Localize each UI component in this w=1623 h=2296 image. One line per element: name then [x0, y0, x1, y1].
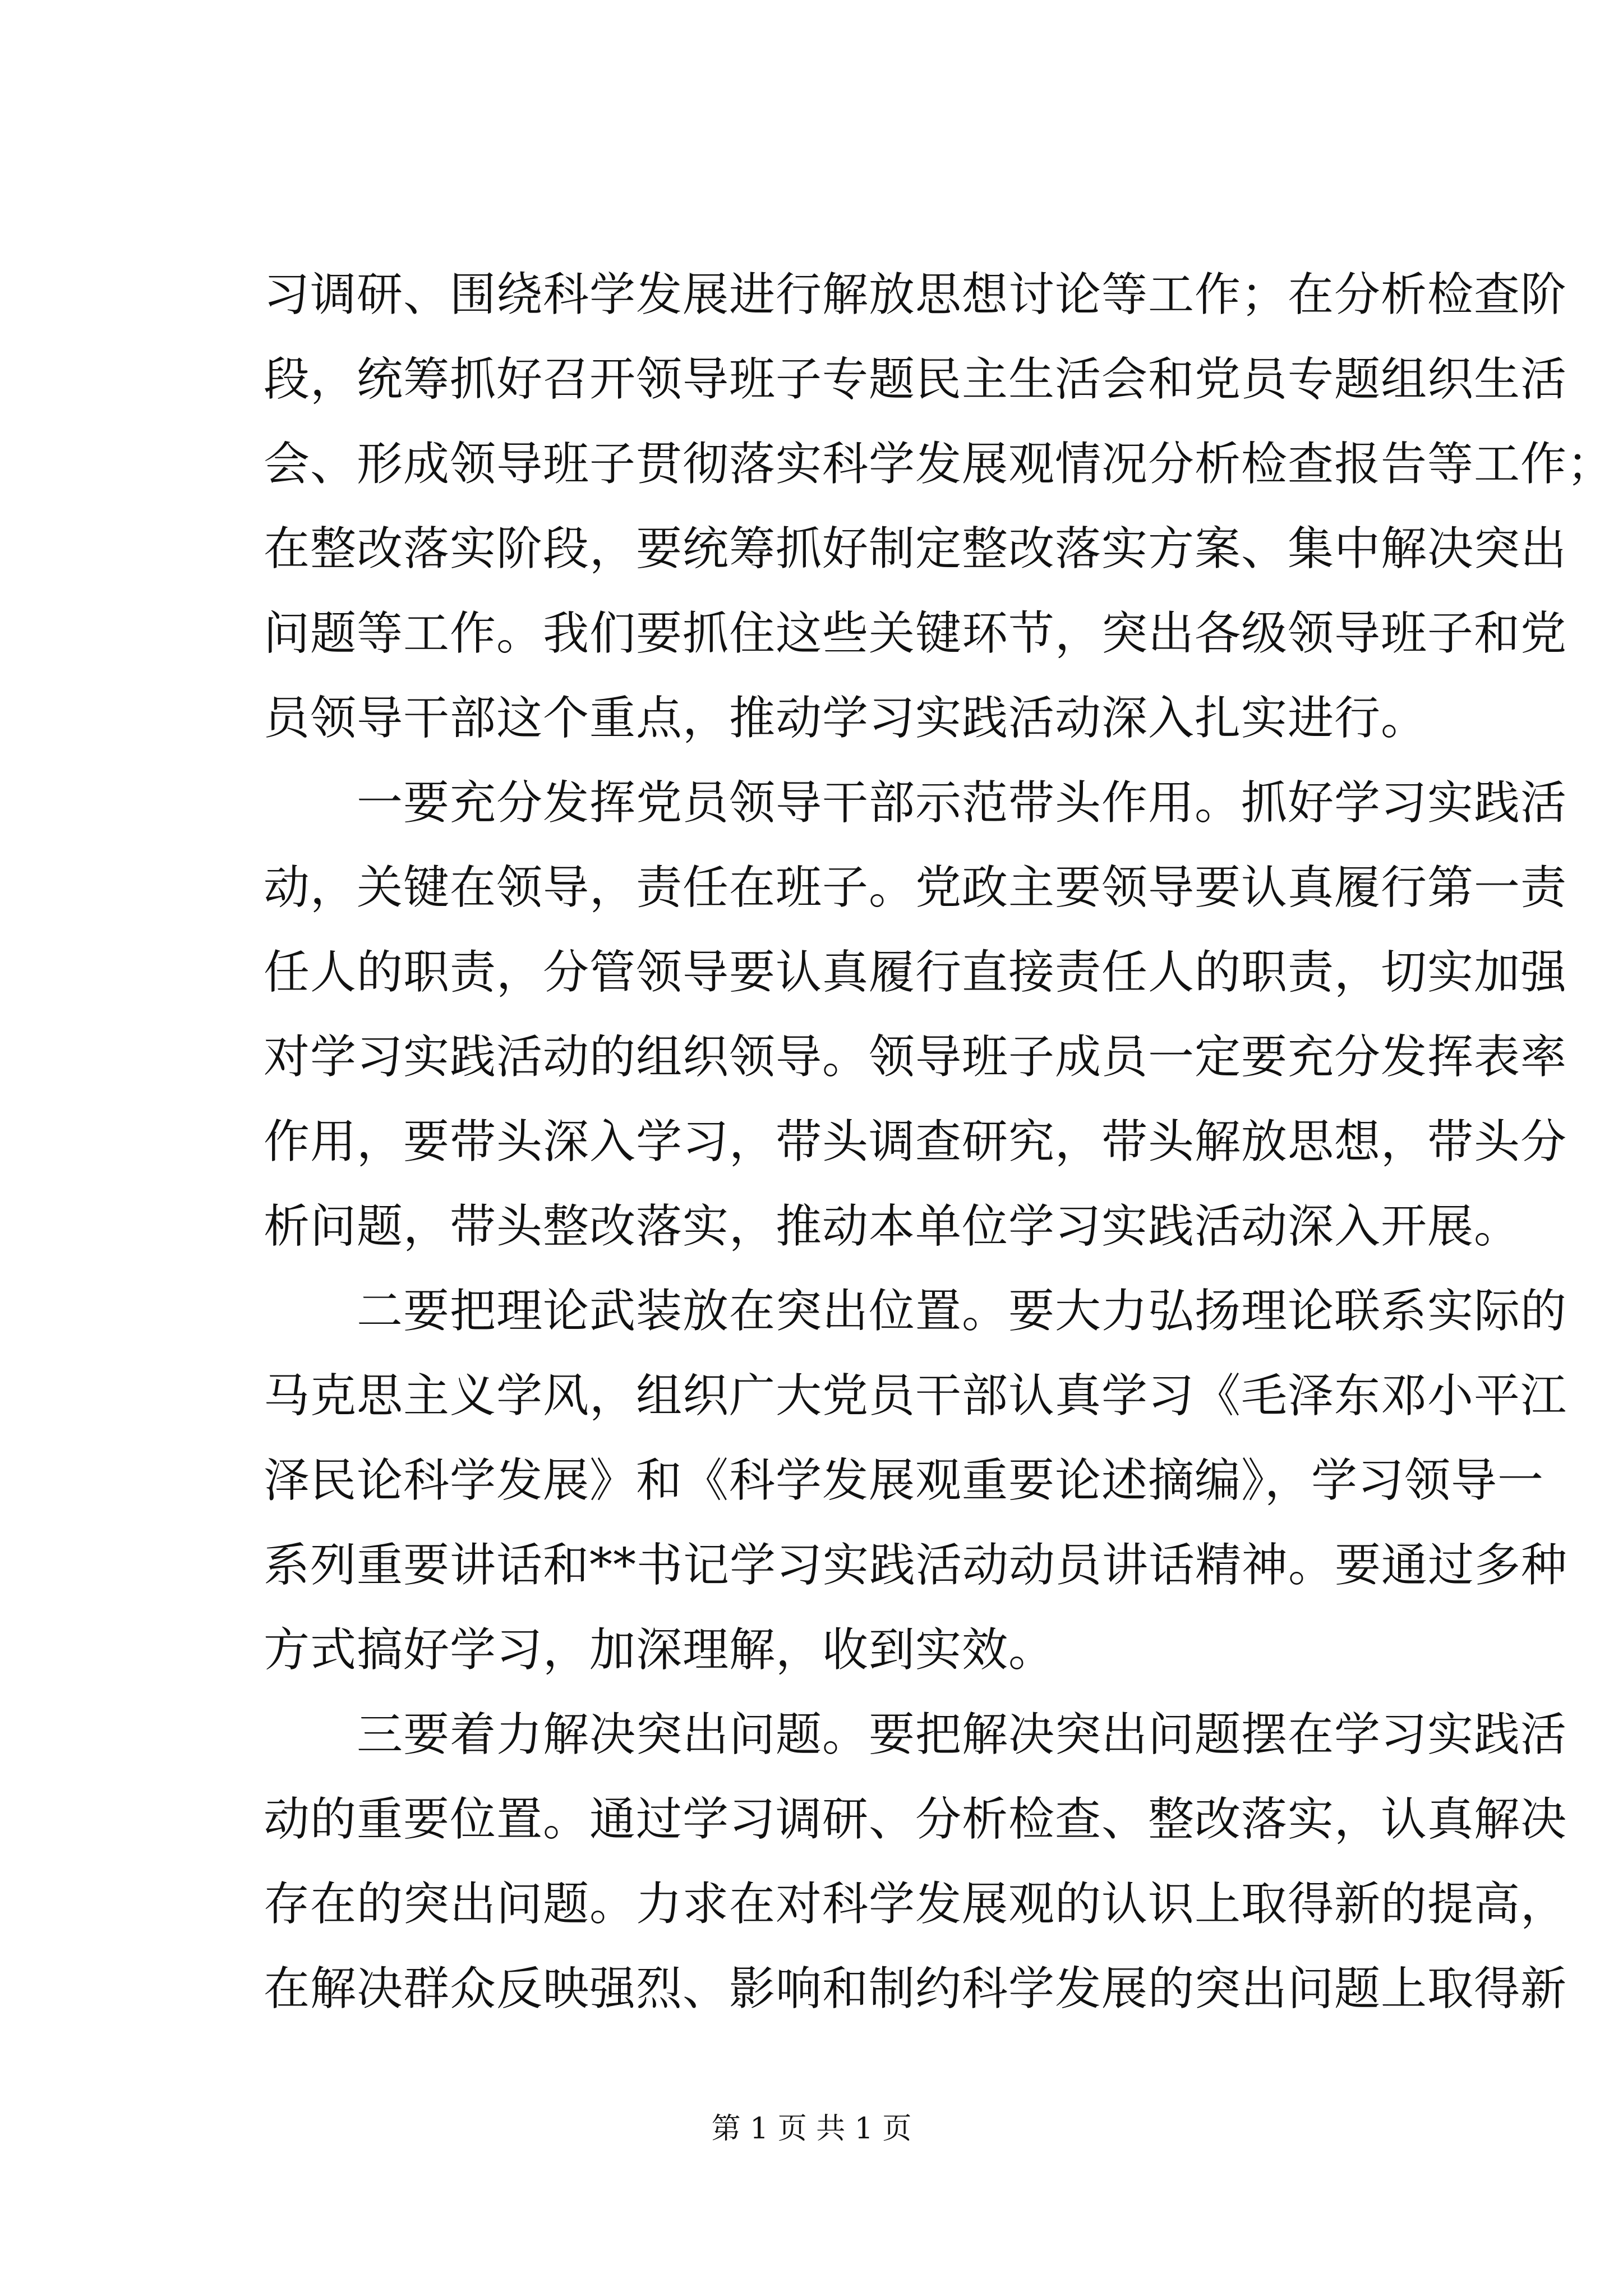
page-footer: [0, 2106, 1623, 2151]
text-line: 一要充分发挥党员领导干部示范带头作用。抓好学习实践活: [264, 776, 1567, 830]
text-line: 析问题，带头整改落实，推动本单位学习实践活动深入开展。: [264, 1200, 1521, 1253]
text-line: 员领导干部这个重点，推动学习实践活动深入扎实进行。: [264, 692, 1428, 745]
text-line: 段，统筹抓好召开领导班子专题民主生活会和党员专题组织生活: [264, 353, 1567, 406]
text-line: 习调研、围绕科学发展进行解放思想讨论等工作；在分析检查阶: [264, 268, 1567, 321]
text-line: 问题等工作。我们要抓住这些关键环节，突出各级领导班子和党: [264, 607, 1567, 660]
text-line: 在整改落实阶段，要统筹抓好制定整改落实方案、集中解决突出: [264, 522, 1567, 576]
text-line: 马克思主义学风，组织广大党员干部认真学习《毛泽东邓小平江: [264, 1369, 1567, 1423]
page-number-label: 第 1 页 共 1 页: [711, 2112, 912, 2146]
text-line: 在解决群众反映强烈、影响和制约科学发展的突出问题上取得新: [264, 1962, 1567, 2016]
text-line: 动的重要位置。通过学习调研、分析检查、整改落实，认真解决: [264, 1793, 1567, 1846]
text-line: 系列重要讲话和**书记学习实践活动动员讲话精神。要通过多种: [264, 1539, 1568, 1592]
text-line: 三要着力解决突出问题。要把解决突出问题摆在学习实践活: [264, 1708, 1567, 1761]
text-line: 动，关键在领导，责任在班子。党政主要领导要认真履行第一责: [264, 861, 1567, 914]
text-line: 任人的职责，分管领导要认真履行直接责任人的职责，切实加强: [264, 946, 1567, 999]
text-line: 存在的突出问题。力求在对科学发展观的认识上取得新的提高，: [264, 1878, 1567, 1931]
text-line: 二要把理论武装放在突出位置。要大力弘扬理论联系实际的: [264, 1285, 1567, 1338]
text-line: 会、形成领导班子贯彻落实科学发展观情况分析检查报告等工作；: [264, 438, 1614, 491]
text-line: 泽民论科学发展》和《科学发展观重要论述摘编》，学习领导一: [264, 1454, 1544, 1507]
text-line: 对学习实践活动的组织领导。领导班子成员一定要充分发挥表率: [264, 1030, 1567, 1084]
document-body: [264, 252, 1614, 2031]
text-line: 方式搞好学习，加深理解，收到实效。: [264, 1623, 1055, 1677]
text-line: 作用，要带头深入学习，带头调查研究，带头解放思想，带头分: [264, 1115, 1567, 1168]
